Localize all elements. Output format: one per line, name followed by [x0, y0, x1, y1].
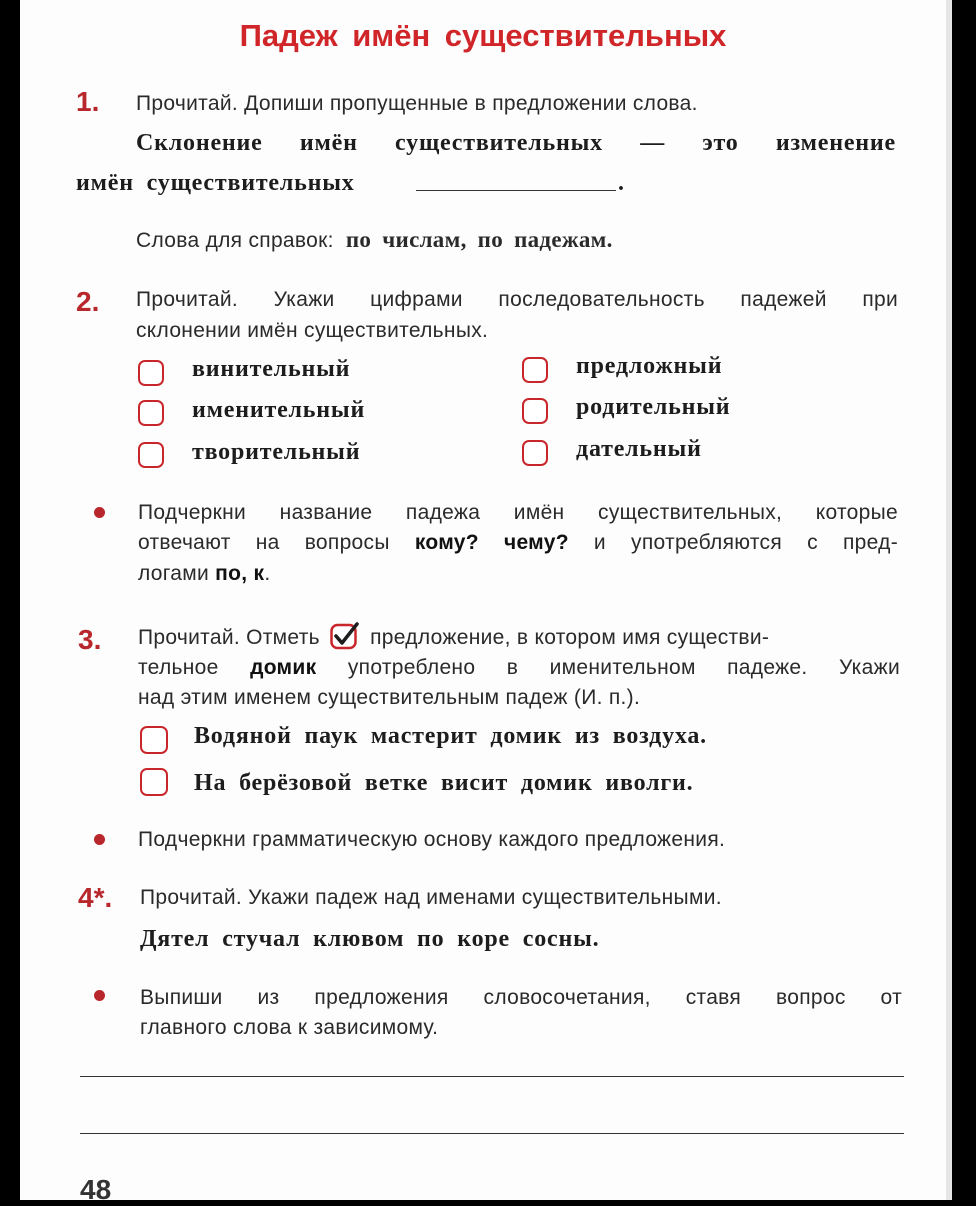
- task-1-sentence-prefix: имён существительных: [76, 170, 355, 196]
- task-3-instruction-line2-c: употреблено в именительном падеже. Укажи: [347, 656, 900, 679]
- task-3-instruction-line3: над этим именем существительным падеж (И. п.).: [138, 686, 641, 709]
- task-4-bullet-line2: главного слова к зависимому.: [140, 1016, 439, 1039]
- task-2-instruction-line2: склонении имён существительных.: [136, 319, 489, 342]
- bullet-icon: [94, 834, 105, 845]
- task-2-questions: кому? чему?: [414, 531, 569, 554]
- answer-line-1[interactable]: [80, 1076, 904, 1077]
- task-1-hint-label: Слова для справок:: [136, 229, 334, 252]
- task-2-instruction-line1: Прочитай. Укажи цифрами последовательность падежей при: [136, 288, 898, 311]
- task-1-answer-blank[interactable]: [416, 190, 616, 191]
- checkbox-sentence-1[interactable]: [140, 726, 168, 754]
- option-vinitelny: винительный: [192, 356, 351, 382]
- option-roditelny: родительный: [576, 394, 731, 420]
- checkbox-case-tvoritelny[interactable]: [138, 442, 164, 468]
- task-3-instruction-line1-b: предложение, в котором имя существи-: [370, 626, 770, 649]
- task-4-instruction: Прочитай. Укажи падеж над именами существительными.: [140, 886, 722, 909]
- task-2-bullet-line2: [138, 527, 898, 558]
- option-imenitelny: именительный: [192, 397, 366, 423]
- checkmark-icon: [330, 622, 360, 650]
- task-2-bullet-line2-c: и употребляются с пред-: [593, 531, 899, 554]
- task-3-instruction-line1-a: Прочитай. Отметь: [138, 626, 320, 649]
- task-3-sentence-2: На берёзовой ветке висит домик иволги.: [194, 770, 694, 796]
- task-4-bullet-line1: Выпиши из предложения словосочетания, ставя вопрос от: [140, 986, 902, 1009]
- task-3-word-domik: домик: [250, 656, 317, 679]
- task-1-number: 1.: [76, 86, 100, 117]
- task-3-instruction-line1: [138, 622, 900, 653]
- checkbox-case-imenitelny[interactable]: [138, 400, 164, 426]
- task-3-number: 3.: [78, 624, 102, 655]
- task-2-bullet-line3-c: .: [264, 562, 271, 585]
- task-3-bullet: Подчеркни грамматическую основу каждого предложения.: [138, 828, 726, 851]
- checkbox-case-predlozhny[interactable]: [522, 357, 548, 383]
- task-1-sentence-period: .: [618, 170, 625, 196]
- page-title: Падеж имён существительных: [239, 18, 727, 53]
- task-2-prepositions: по, к: [215, 562, 265, 585]
- checkbox-case-roditelny[interactable]: [522, 398, 548, 424]
- task-1-sentence-line2: [76, 170, 355, 197]
- task-3-sentence-1: Водяной паук мастерит домик из воздуха.: [194, 723, 707, 749]
- task-4-number: 4*.: [78, 882, 113, 913]
- task-1-hint: [136, 224, 613, 256]
- task-2-bullet-line3: [138, 558, 271, 589]
- bullet-icon: [94, 507, 105, 518]
- task-2-bullet-line2-a: отвечают на вопросы: [138, 531, 390, 554]
- workbook-page: [20, 0, 952, 1205]
- option-datelny: дательный: [576, 436, 702, 462]
- task-2-number: 2.: [76, 286, 100, 317]
- page-number: 48: [80, 1174, 112, 1205]
- task-3-instruction-line2: [138, 652, 900, 683]
- bullet-icon: [94, 990, 105, 1001]
- task-2-bullet-line3-a: логами: [138, 562, 210, 585]
- task-3-instruction-line2-a: тельное: [138, 656, 219, 679]
- task-2-bullet-line1: Подчеркни название падежа имён существительных, которые: [138, 501, 898, 524]
- task-1-hint-words: по числам, по падежам.: [345, 227, 613, 252]
- checkbox-case-vinitelny[interactable]: [138, 360, 164, 386]
- task-1-sentence-line1: Склонение имён существительных — это изменение: [136, 130, 896, 156]
- checkbox-sentence-2[interactable]: [140, 768, 168, 796]
- task-4-sentence: Дятел стучал клювом по коре сосны.: [140, 926, 600, 952]
- option-predlozhny: предложный: [576, 353, 723, 379]
- answer-line-2[interactable]: [80, 1133, 904, 1134]
- option-tvoritelny: творительный: [192, 439, 361, 465]
- task-1-instruction: Прочитай. Допиши пропущенные в предложении слова.: [136, 92, 698, 115]
- checkbox-case-datelny[interactable]: [522, 440, 548, 466]
